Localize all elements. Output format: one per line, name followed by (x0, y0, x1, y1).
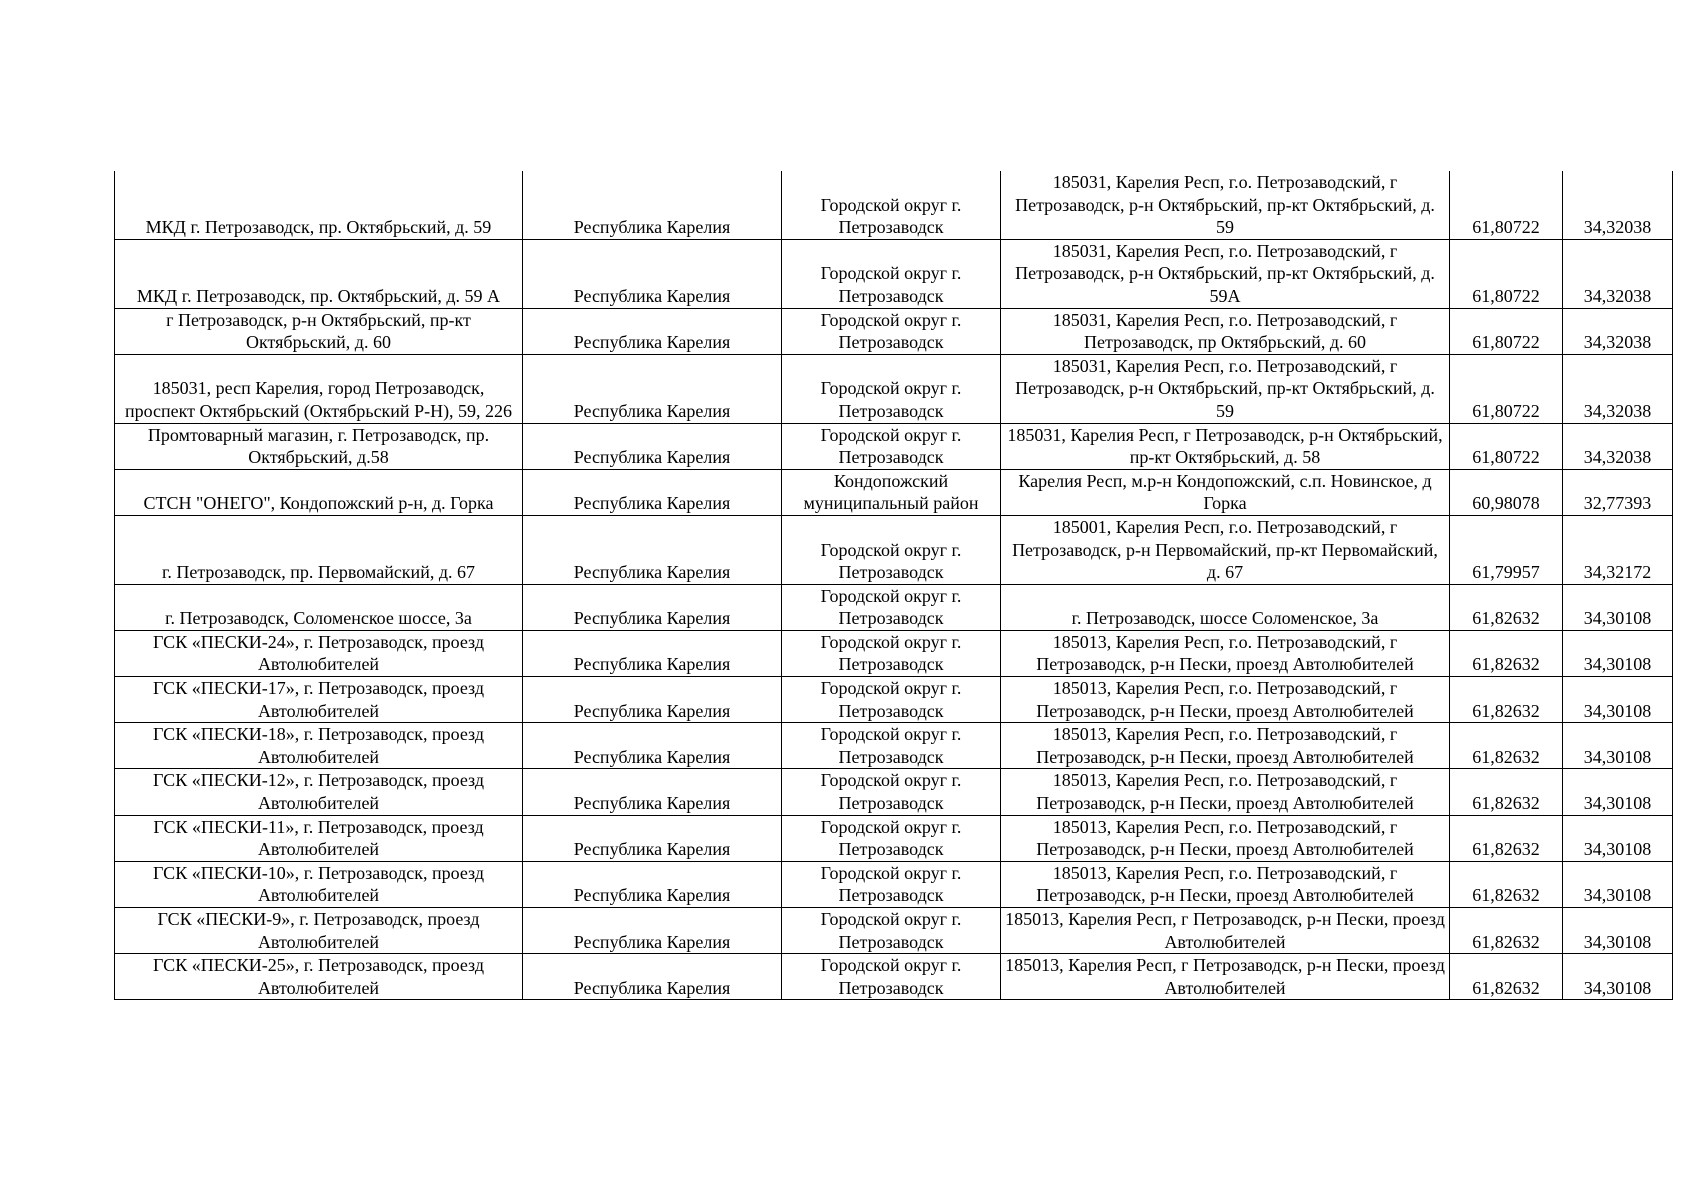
region-cell: Республика Карелия (523, 584, 782, 630)
region-cell: Республика Карелия (523, 815, 782, 861)
longitude-cell: 34,32038 (1563, 354, 1673, 423)
region-cell: Республика Карелия (523, 677, 782, 723)
address-cell: 185013, Карелия Респ, г.о. Петрозаводский, г Петрозаводск, р-н Пески, проезд Автолюбителей (1001, 723, 1450, 769)
longitude-cell: 34,32038 (1563, 308, 1673, 354)
longitude-cell: 32,77393 (1563, 469, 1673, 515)
region-cell: Республика Карелия (523, 354, 782, 423)
municipality-cell: Городской округ г. Петрозаводск (782, 815, 1001, 861)
latitude-cell: 61,80722 (1450, 239, 1563, 308)
table-row (115, 954, 1673, 1000)
table-row (115, 723, 1673, 769)
latitude-cell: 61,82632 (1450, 815, 1563, 861)
object-name-cell: МКД г. Петрозаводск, пр. Октябрьский, д. 59 (115, 171, 523, 239)
address-cell: 185013, Карелия Респ, г.о. Петрозаводский, г Петрозаводск, р-н Пески, проезд Автолюбителей (1001, 677, 1450, 723)
address-cell: 185031, Карелия Респ, г Петрозаводск, р-н Октябрьский, пр-кт Октябрьский, д. 58 (1001, 423, 1450, 469)
longitude-cell: 34,30108 (1563, 677, 1673, 723)
municipality-cell: Городской округ г. Петрозаводск (782, 239, 1001, 308)
latitude-cell: 61,82632 (1450, 954, 1563, 1000)
longitude-cell: 34,30108 (1563, 723, 1673, 769)
latitude-cell: 61,82632 (1450, 677, 1563, 723)
latitude-cell: 61,82632 (1450, 769, 1563, 815)
latitude-cell: 61,82632 (1450, 861, 1563, 907)
region-cell: Республика Карелия (523, 861, 782, 907)
table-row (115, 171, 1673, 239)
object-name-cell: ГСК «ПЕСКИ-24», г. Петрозаводск, проезд Автолюбителей (115, 630, 523, 676)
object-name-cell: 185031, респ Карелия, город Петрозаводск, проспект Октябрьский (Октябрьский Р-Н), 59, 226 (115, 354, 523, 423)
table-row (115, 308, 1673, 354)
region-cell: Республика Карелия (523, 308, 782, 354)
municipality-cell: Городской округ г. Петрозаводск (782, 171, 1001, 239)
object-name-cell: ГСК «ПЕСКИ-17», г. Петрозаводск, проезд Автолюбителей (115, 677, 523, 723)
municipality-cell: Городской округ г. Петрозаводск (782, 677, 1001, 723)
latitude-cell: 61,80722 (1450, 423, 1563, 469)
object-name-cell: ГСК «ПЕСКИ-12», г. Петрозаводск, проезд Автолюбителей (115, 769, 523, 815)
object-name-cell: ГСК «ПЕСКИ-11», г. Петрозаводск, проезд Автолюбителей (115, 815, 523, 861)
municipality-cell: Городской округ г. Петрозаводск (782, 769, 1001, 815)
region-cell: Республика Карелия (523, 239, 782, 308)
table-row (115, 584, 1673, 630)
latitude-cell: 61,80722 (1450, 308, 1563, 354)
object-name-cell: Промтоварный магазин, г. Петрозаводск, пр. Октябрьский, д.58 (115, 423, 523, 469)
object-name-cell: СТСН "ОНЕГО", Кондопожский р-н, д. Горка (115, 469, 523, 515)
table-row (115, 815, 1673, 861)
region-cell: Республика Карелия (523, 171, 782, 239)
municipality-cell: Городской округ г. Петрозаводск (782, 515, 1001, 584)
longitude-cell: 34,30108 (1563, 815, 1673, 861)
longitude-cell: 34,30108 (1563, 861, 1673, 907)
address-cell: 185013, Карелия Респ, г Петрозаводск, р-н Пески, проезд Автолюбителей (1001, 908, 1450, 954)
address-cell: 185013, Карелия Респ, г Петрозаводск, р-н Пески, проезд Автолюбителей (1001, 954, 1450, 1000)
table-row (115, 515, 1673, 584)
object-name-cell: ГСК «ПЕСКИ-25», г. Петрозаводск, проезд Автолюбителей (115, 954, 523, 1000)
longitude-cell: 34,32038 (1563, 171, 1673, 239)
municipality-cell: Городской округ г. Петрозаводск (782, 723, 1001, 769)
table-row (115, 677, 1673, 723)
latitude-cell: 61,79957 (1450, 515, 1563, 584)
municipality-cell: Городской округ г. Петрозаводск (782, 954, 1001, 1000)
municipality-cell: Кондопожский муниципальный район (782, 469, 1001, 515)
region-cell: Республика Карелия (523, 954, 782, 1000)
table-row (115, 769, 1673, 815)
object-name-cell: ГСК «ПЕСКИ-9», г. Петрозаводск, проезд Автолюбителей (115, 908, 523, 954)
longitude-cell: 34,32038 (1563, 423, 1673, 469)
region-cell: Республика Карелия (523, 515, 782, 584)
region-cell: Республика Карелия (523, 469, 782, 515)
object-name-cell: г. Петрозаводск, Соломенское шоссе, 3а (115, 584, 523, 630)
address-cell: 185013, Карелия Респ, г.о. Петрозаводский, г Петрозаводск, р-н Пески, проезд Автолюбителей (1001, 815, 1450, 861)
objects-table (114, 171, 1673, 1000)
address-cell: 185031, Карелия Респ, г.о. Петрозаводский, г Петрозаводск, р-н Октябрьский, пр-кт Октябрьский, д. 59 (1001, 171, 1450, 239)
table-row (115, 908, 1673, 954)
latitude-cell: 60,98078 (1450, 469, 1563, 515)
region-cell: Республика Карелия (523, 723, 782, 769)
longitude-cell: 34,30108 (1563, 630, 1673, 676)
table-row (115, 861, 1673, 907)
address-cell: 185013, Карелия Респ, г.о. Петрозаводский, г Петрозаводск, р-н Пески, проезд Автолюбителей (1001, 630, 1450, 676)
region-cell: Республика Карелия (523, 630, 782, 676)
latitude-cell: 61,82632 (1450, 723, 1563, 769)
municipality-cell: Городской округ г. Петрозаводск (782, 861, 1001, 907)
latitude-cell: 61,82632 (1450, 630, 1563, 676)
address-cell: 185031, Карелия Респ, г.о. Петрозаводский, г Петрозаводск, пр Октябрьский, д. 60 (1001, 308, 1450, 354)
address-cell: г. Петрозаводск, шоссе Соломенское, 3а (1001, 584, 1450, 630)
address-cell: 185031, Карелия Респ, г.о. Петрозаводский, г Петрозаводск, р-н Октябрьский, пр-кт Октябрьский, д. 59 (1001, 354, 1450, 423)
address-cell: 185031, Карелия Респ, г.о. Петрозаводский, г Петрозаводск, р-н Октябрьский, пр-кт Октябрьский, д. 59А (1001, 239, 1450, 308)
longitude-cell: 34,30108 (1563, 584, 1673, 630)
address-cell: 185013, Карелия Респ, г.о. Петрозаводский, г Петрозаводск, р-н Пески, проезд Автолюбителей (1001, 861, 1450, 907)
object-name-cell: г Петрозаводск, р-н Октябрьский, пр-кт Октябрьский, д. 60 (115, 308, 523, 354)
latitude-cell: 61,82632 (1450, 908, 1563, 954)
longitude-cell: 34,30108 (1563, 954, 1673, 1000)
municipality-cell: Городской округ г. Петрозаводск (782, 584, 1001, 630)
object-name-cell: МКД г. Петрозаводск, пр. Октябрьский, д. 59 А (115, 239, 523, 308)
municipality-cell: Городской округ г. Петрозаводск (782, 908, 1001, 954)
table-row (115, 469, 1673, 515)
table-row (115, 354, 1673, 423)
table-body (115, 171, 1673, 1000)
municipality-cell: Городской округ г. Петрозаводск (782, 308, 1001, 354)
municipality-cell: Городской округ г. Петрозаводск (782, 354, 1001, 423)
latitude-cell: 61,82632 (1450, 584, 1563, 630)
municipality-cell: Городской округ г. Петрозаводск (782, 423, 1001, 469)
table-row (115, 423, 1673, 469)
object-name-cell: г. Петрозаводск, пр. Первомайский, д. 67 (115, 515, 523, 584)
address-cell: 185013, Карелия Респ, г.о. Петрозаводский, г Петрозаводск, р-н Пески, проезд Автолюбителей (1001, 769, 1450, 815)
address-cell: 185001, Карелия Респ, г.о. Петрозаводский, г Петрозаводск, р-н Первомайский, пр-кт Первомайский, д. 67 (1001, 515, 1450, 584)
municipality-cell: Городской округ г. Петрозаводск (782, 630, 1001, 676)
longitude-cell: 34,30108 (1563, 769, 1673, 815)
latitude-cell: 61,80722 (1450, 354, 1563, 423)
region-cell: Республика Карелия (523, 423, 782, 469)
object-name-cell: ГСК «ПЕСКИ-18», г. Петрозаводск, проезд Автолюбителей (115, 723, 523, 769)
longitude-cell: 34,32172 (1563, 515, 1673, 584)
region-cell: Республика Карелия (523, 769, 782, 815)
address-cell: Карелия Респ, м.р-н Кондопожский, с.п. Новинское, д Горка (1001, 469, 1450, 515)
longitude-cell: 34,30108 (1563, 908, 1673, 954)
region-cell: Республика Карелия (523, 908, 782, 954)
longitude-cell: 34,32038 (1563, 239, 1673, 308)
object-name-cell: ГСК «ПЕСКИ-10», г. Петрозаводск, проезд Автолюбителей (115, 861, 523, 907)
latitude-cell: 61,80722 (1450, 171, 1563, 239)
table-row (115, 630, 1673, 676)
table-row (115, 239, 1673, 308)
